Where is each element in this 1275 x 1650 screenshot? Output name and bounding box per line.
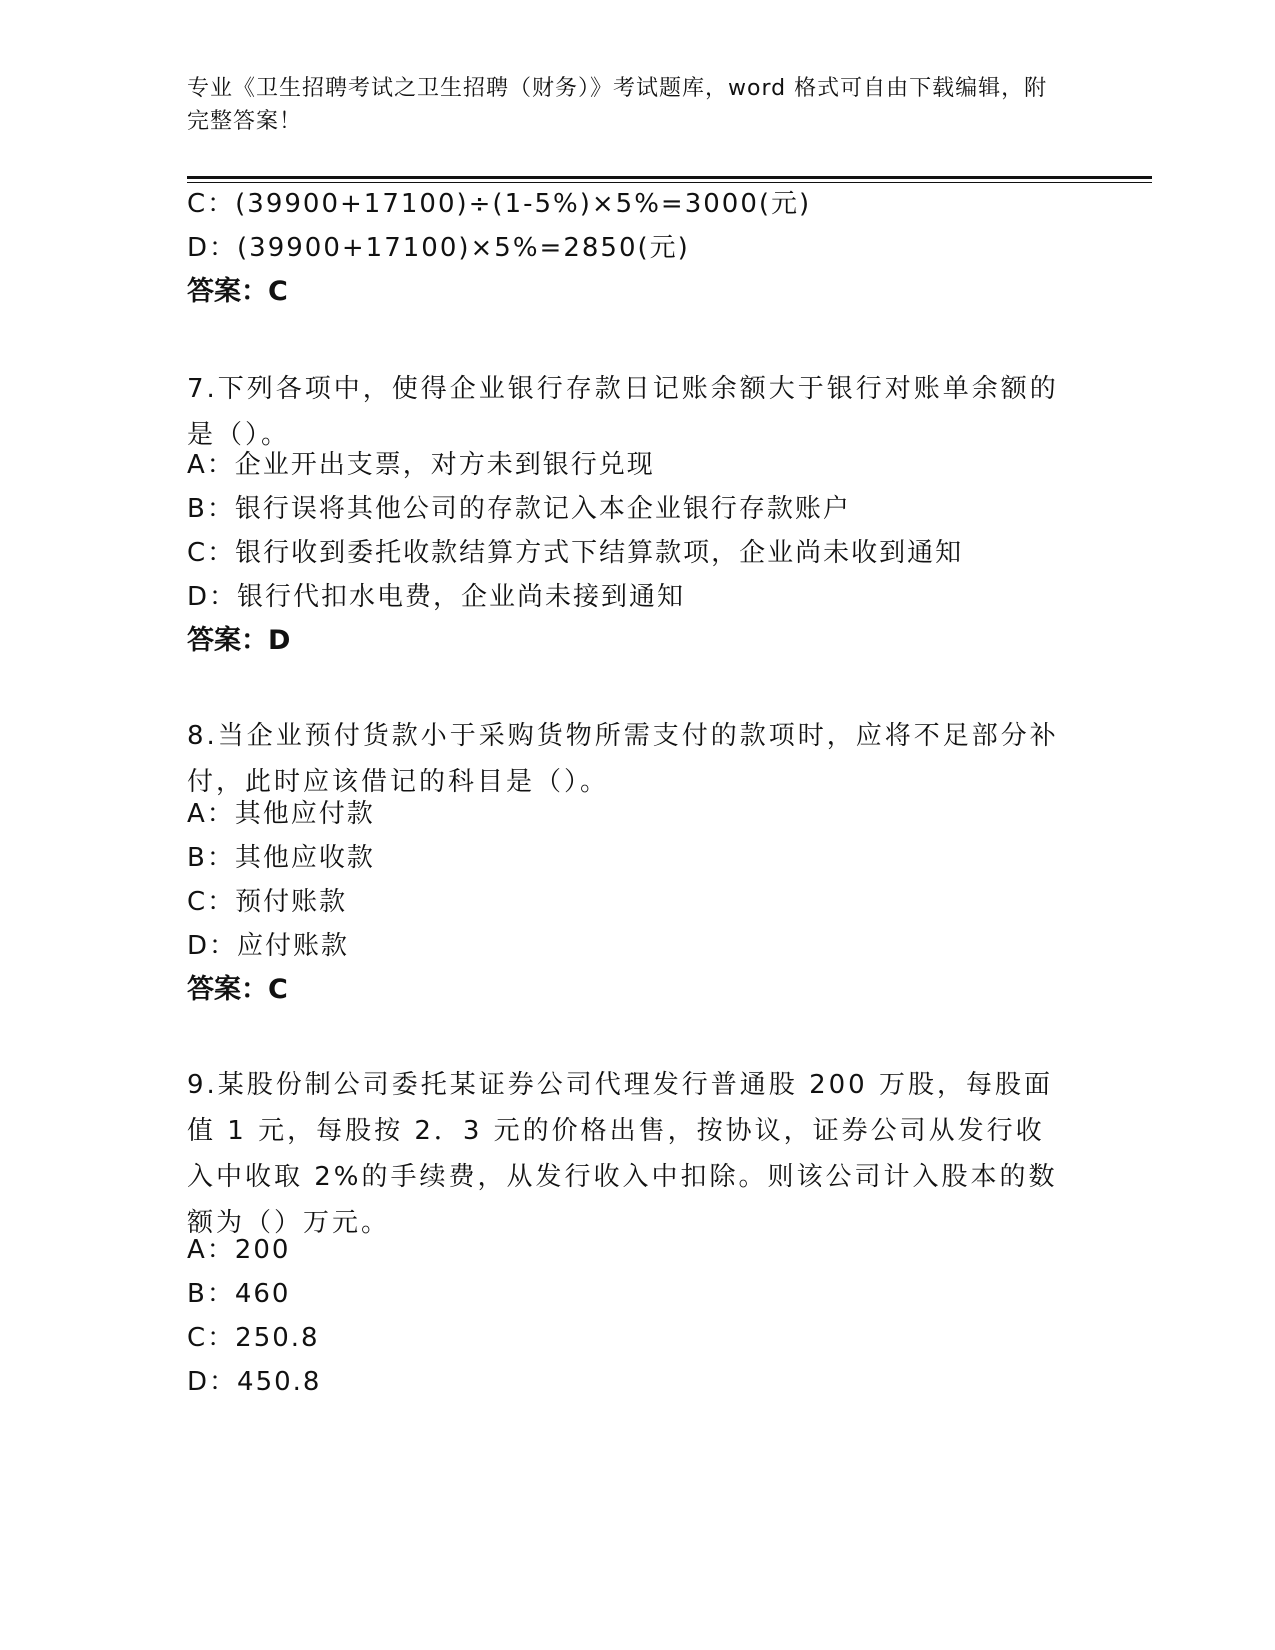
header-divider-thick [187,176,1152,179]
document-header: 专业《卫生招聘考试之卫生招聘（财务）》考试题库，word 格式可自由下载编辑，附完整答案！ [187,76,1048,134]
q7-option-a: A：企业开出支票，对方未到银行兑现 [187,450,655,480]
q6-answer: 答案：C [187,276,288,307]
q9-option-c: C：250.8 [187,1323,320,1353]
q8-option-a: A：其他应付款 [187,799,375,829]
q9-stem: 9.某股份制公司委托某证券公司代理发行普通股 200 万股，每股面值 1 元，每股按 2．3 元的价格出售，按协议，证券公司从发行收入中收取 2%的手续费，从发行收入中扣除。则该公司计入股本的数额为（）万元。 [187,1070,1058,1238]
q8-answer: 答案：C [187,974,288,1005]
q7-option-d: D：银行代扣水电费，企业尚未接到通知 [187,582,686,612]
q8-option-b: B：其他应收款 [187,843,375,873]
q7-option-b: B：银行误将其他公司的存款记入本企业银行存款账户 [187,494,851,524]
q8-stem: 8.当企业预付货款小于采购货物所需支付的款项时，应将不足部分补付，此时应该借记的科目是（）。 [187,721,1059,797]
q8-option-d: D：应付账款 [187,931,350,961]
q7-answer: 答案：D [187,625,291,656]
q7-stem: 7.下列各项中，使得企业银行存款日记账余额大于银行对账单余额的是（）。 [187,374,1059,450]
q9-option-d: D：450.8 [187,1367,322,1397]
q6-option-d: D：(39900+17100)×5%=2850(元) [187,233,690,263]
q7-option-c: C：银行收到委托收款结算方式下结算款项，企业尚未收到通知 [187,538,964,568]
q9-option-a: A：200 [187,1235,291,1265]
header-divider-thin [187,182,1152,183]
q6-option-c: C：(39900+17100)÷(1-5%)×5%=3000(元) [187,189,812,219]
q9-option-b: B：460 [187,1279,291,1309]
q8-option-c: C：预付账款 [187,887,348,917]
